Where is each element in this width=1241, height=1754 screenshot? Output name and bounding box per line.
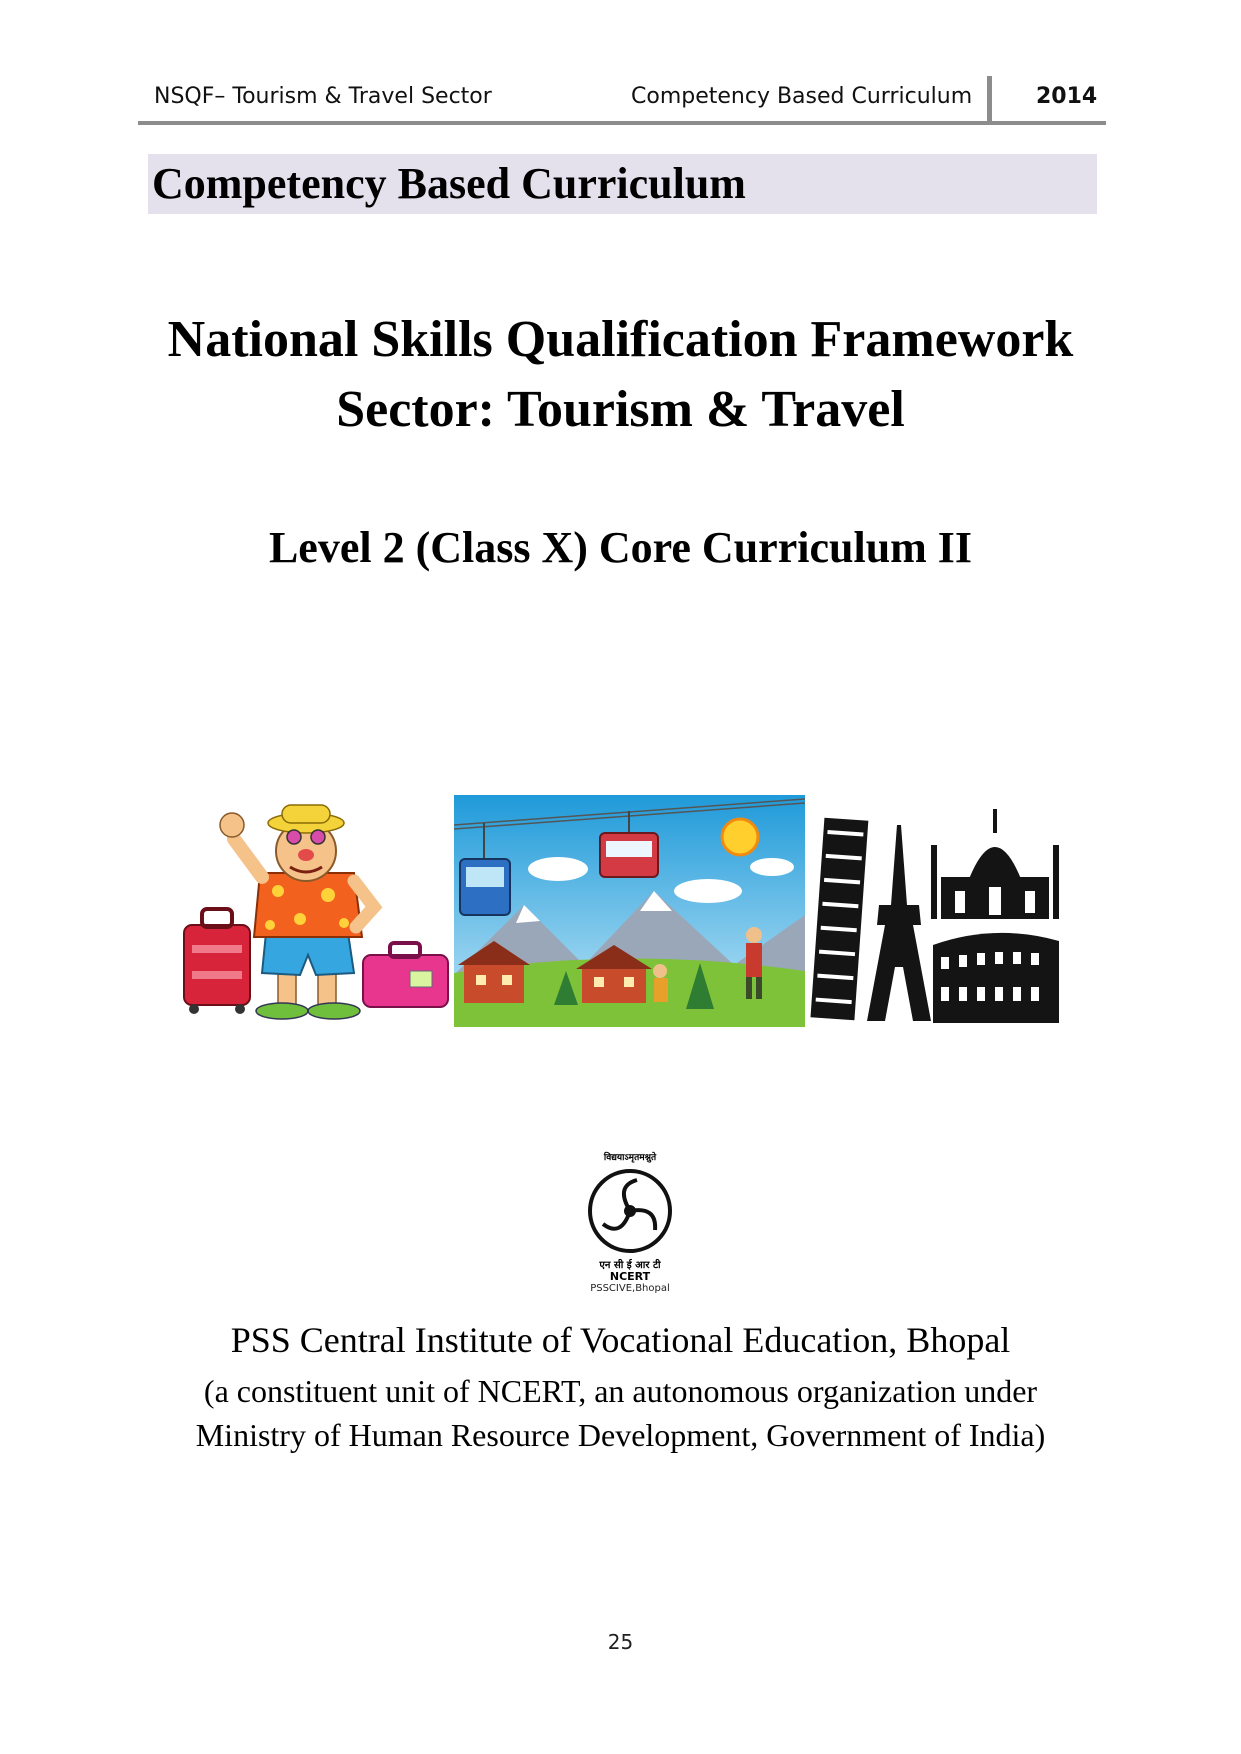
- header-separator: [987, 76, 992, 121]
- institute-name: PSS Central Institute of Vocational Education, Bhopal: [230, 1320, 1011, 1360]
- logo-psscive-text: PSSCIVE,Bhopal: [590, 1283, 670, 1294]
- cable-car-landscape-illustration: [454, 795, 805, 1027]
- tourist-cartoon-illustration: [178, 795, 451, 1027]
- section-banner: [148, 154, 1097, 214]
- logo-hindi-text: एन सी ई आर टी: [599, 1260, 661, 1271]
- ncert-logo: [580, 1150, 680, 1300]
- banner-title: Competency Based Curriculum: [152, 159, 746, 208]
- institute-line2: (a constituent unit of NCERT, an autonomous organization under: [203, 1373, 1038, 1409]
- level-title: Level 2 (Class X) Core Curriculum II: [268, 523, 973, 572]
- world-landmarks-illustration: [809, 795, 1064, 1027]
- institute-line3: Ministry of Human Resource Development, Government of India): [195, 1417, 1046, 1453]
- header-left-text: NSQF– Tourism & Travel Sector: [154, 84, 492, 109]
- logo-ncert-text: NCERT: [609, 1270, 651, 1283]
- header-middle-text: Competency Based Curriculum: [631, 84, 973, 109]
- page-number: 25: [607, 1630, 634, 1654]
- header-rule: [138, 121, 1106, 125]
- logo-motto-text: विद्ययाऽमृतमश्नुते: [603, 1153, 657, 1163]
- ncert-emblem-icon: [585, 1166, 675, 1256]
- main-title-line2: Sector: Tourism & Travel: [336, 381, 905, 438]
- main-title-line1: National Skills Qualification Framework: [167, 311, 1074, 368]
- running-header: [138, 70, 1106, 126]
- header-year: 2014: [1036, 84, 1098, 109]
